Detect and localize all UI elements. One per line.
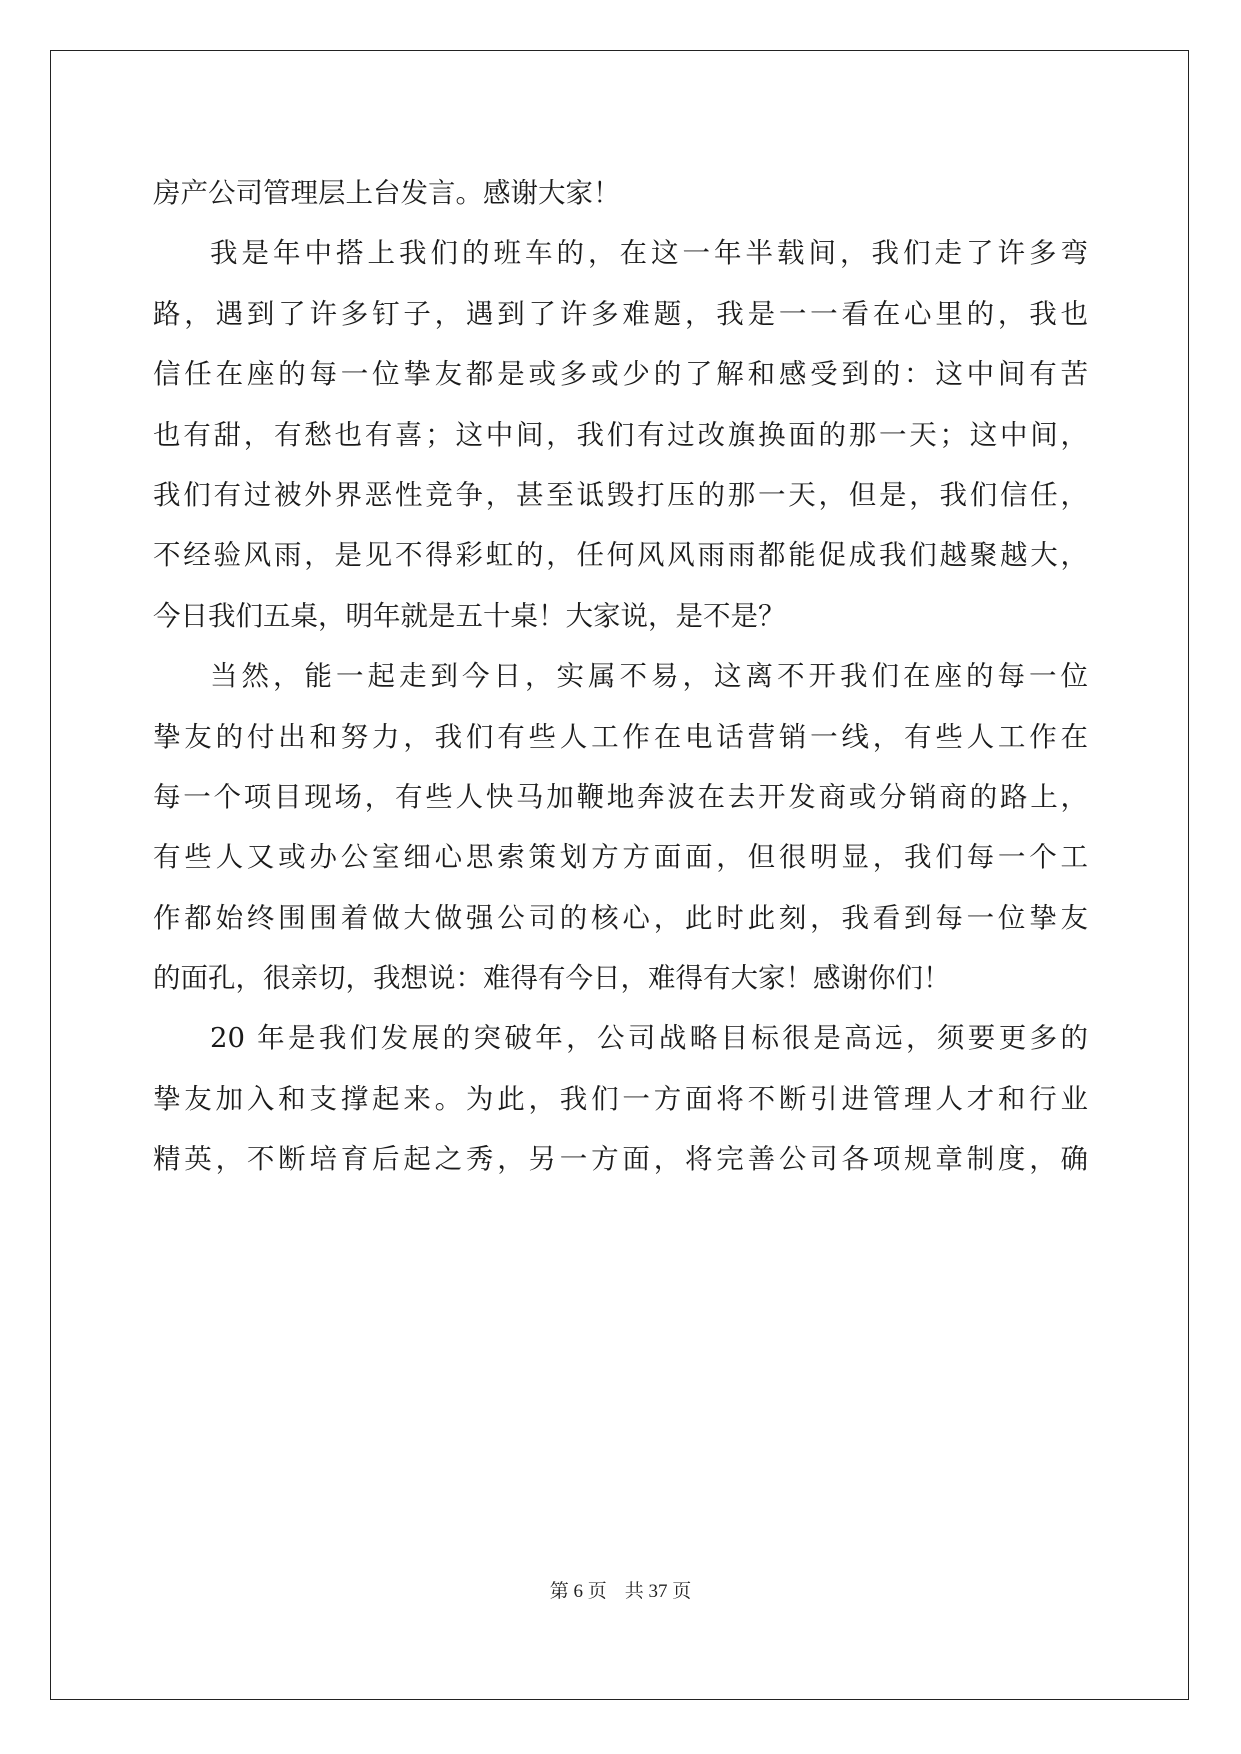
text-line: 房产公司管理层上台发言。感谢大家！ xyxy=(153,177,621,209)
page-number: 第 6 页 xyxy=(549,1581,607,1602)
text-line: 的面孔，很亲切，我想说：难得有今日，难得有大家！感谢你们！ xyxy=(153,962,951,995)
text-line: 路，遇到了许多钉子，遇到了许多难题，我是一一看在心里的，我也 xyxy=(153,297,1088,330)
text-line: 今日我们五桌，明年就是五十桌！大家说，是不是？ xyxy=(153,599,786,632)
text-line: 信任在座的每一位挚友都是或多或少的了解和感受到的：这中间有苦 xyxy=(153,358,1088,391)
text-line: 也有甜，有愁也有喜；这中间，我们有过改旗换面的那一天；这中间， xyxy=(153,418,1088,451)
text-line: 挚友加入和支撑起来。为此，我们一方面将不断引进管理人才和行业 xyxy=(153,1082,1088,1115)
text-line: 20 年是我们发展的突破年，公司战略目标很是高远，须要更多的 xyxy=(210,1022,1088,1055)
document-body xyxy=(153,163,1088,1190)
text-line: 挚友的付出和努力，我们有些人工作在电话营销一线，有些人工作在 xyxy=(153,720,1088,753)
text-line: 精英，不断培育后起之秀，另一方面，将完善公司各项规章制度，确 xyxy=(153,1143,1088,1176)
text-line: 我是年中搭上我们的班车的，在这一年半载间，我们走了许多弯 xyxy=(210,237,1088,270)
text-line: 每一个项目现场，有些人快马加鞭地奔波在去开发商或分销商的路上， xyxy=(153,780,1088,813)
text-line: 有些人又或办公室细心思索策划方方面面，但很明显，我们每一个工 xyxy=(153,841,1088,874)
text-line: 不经验风雨，是见不得彩虹的，任何风风雨雨都能促成我们越聚越大， xyxy=(153,539,1088,572)
page-footer xyxy=(0,1580,1241,1604)
text-line: 我们有过被外界恶性竞争，甚至诋毁打压的那一天，但是，我们信任， xyxy=(153,478,1088,511)
text-line: 当然，能一起走到今日，实属不易，这离不开我们在座的每一位 xyxy=(210,660,1088,693)
page-total: 共 37 页 xyxy=(624,1581,692,1602)
text-line: 作都始终围围着做大做强公司的核心，此时此刻，我看到每一位挚友 xyxy=(153,901,1088,934)
